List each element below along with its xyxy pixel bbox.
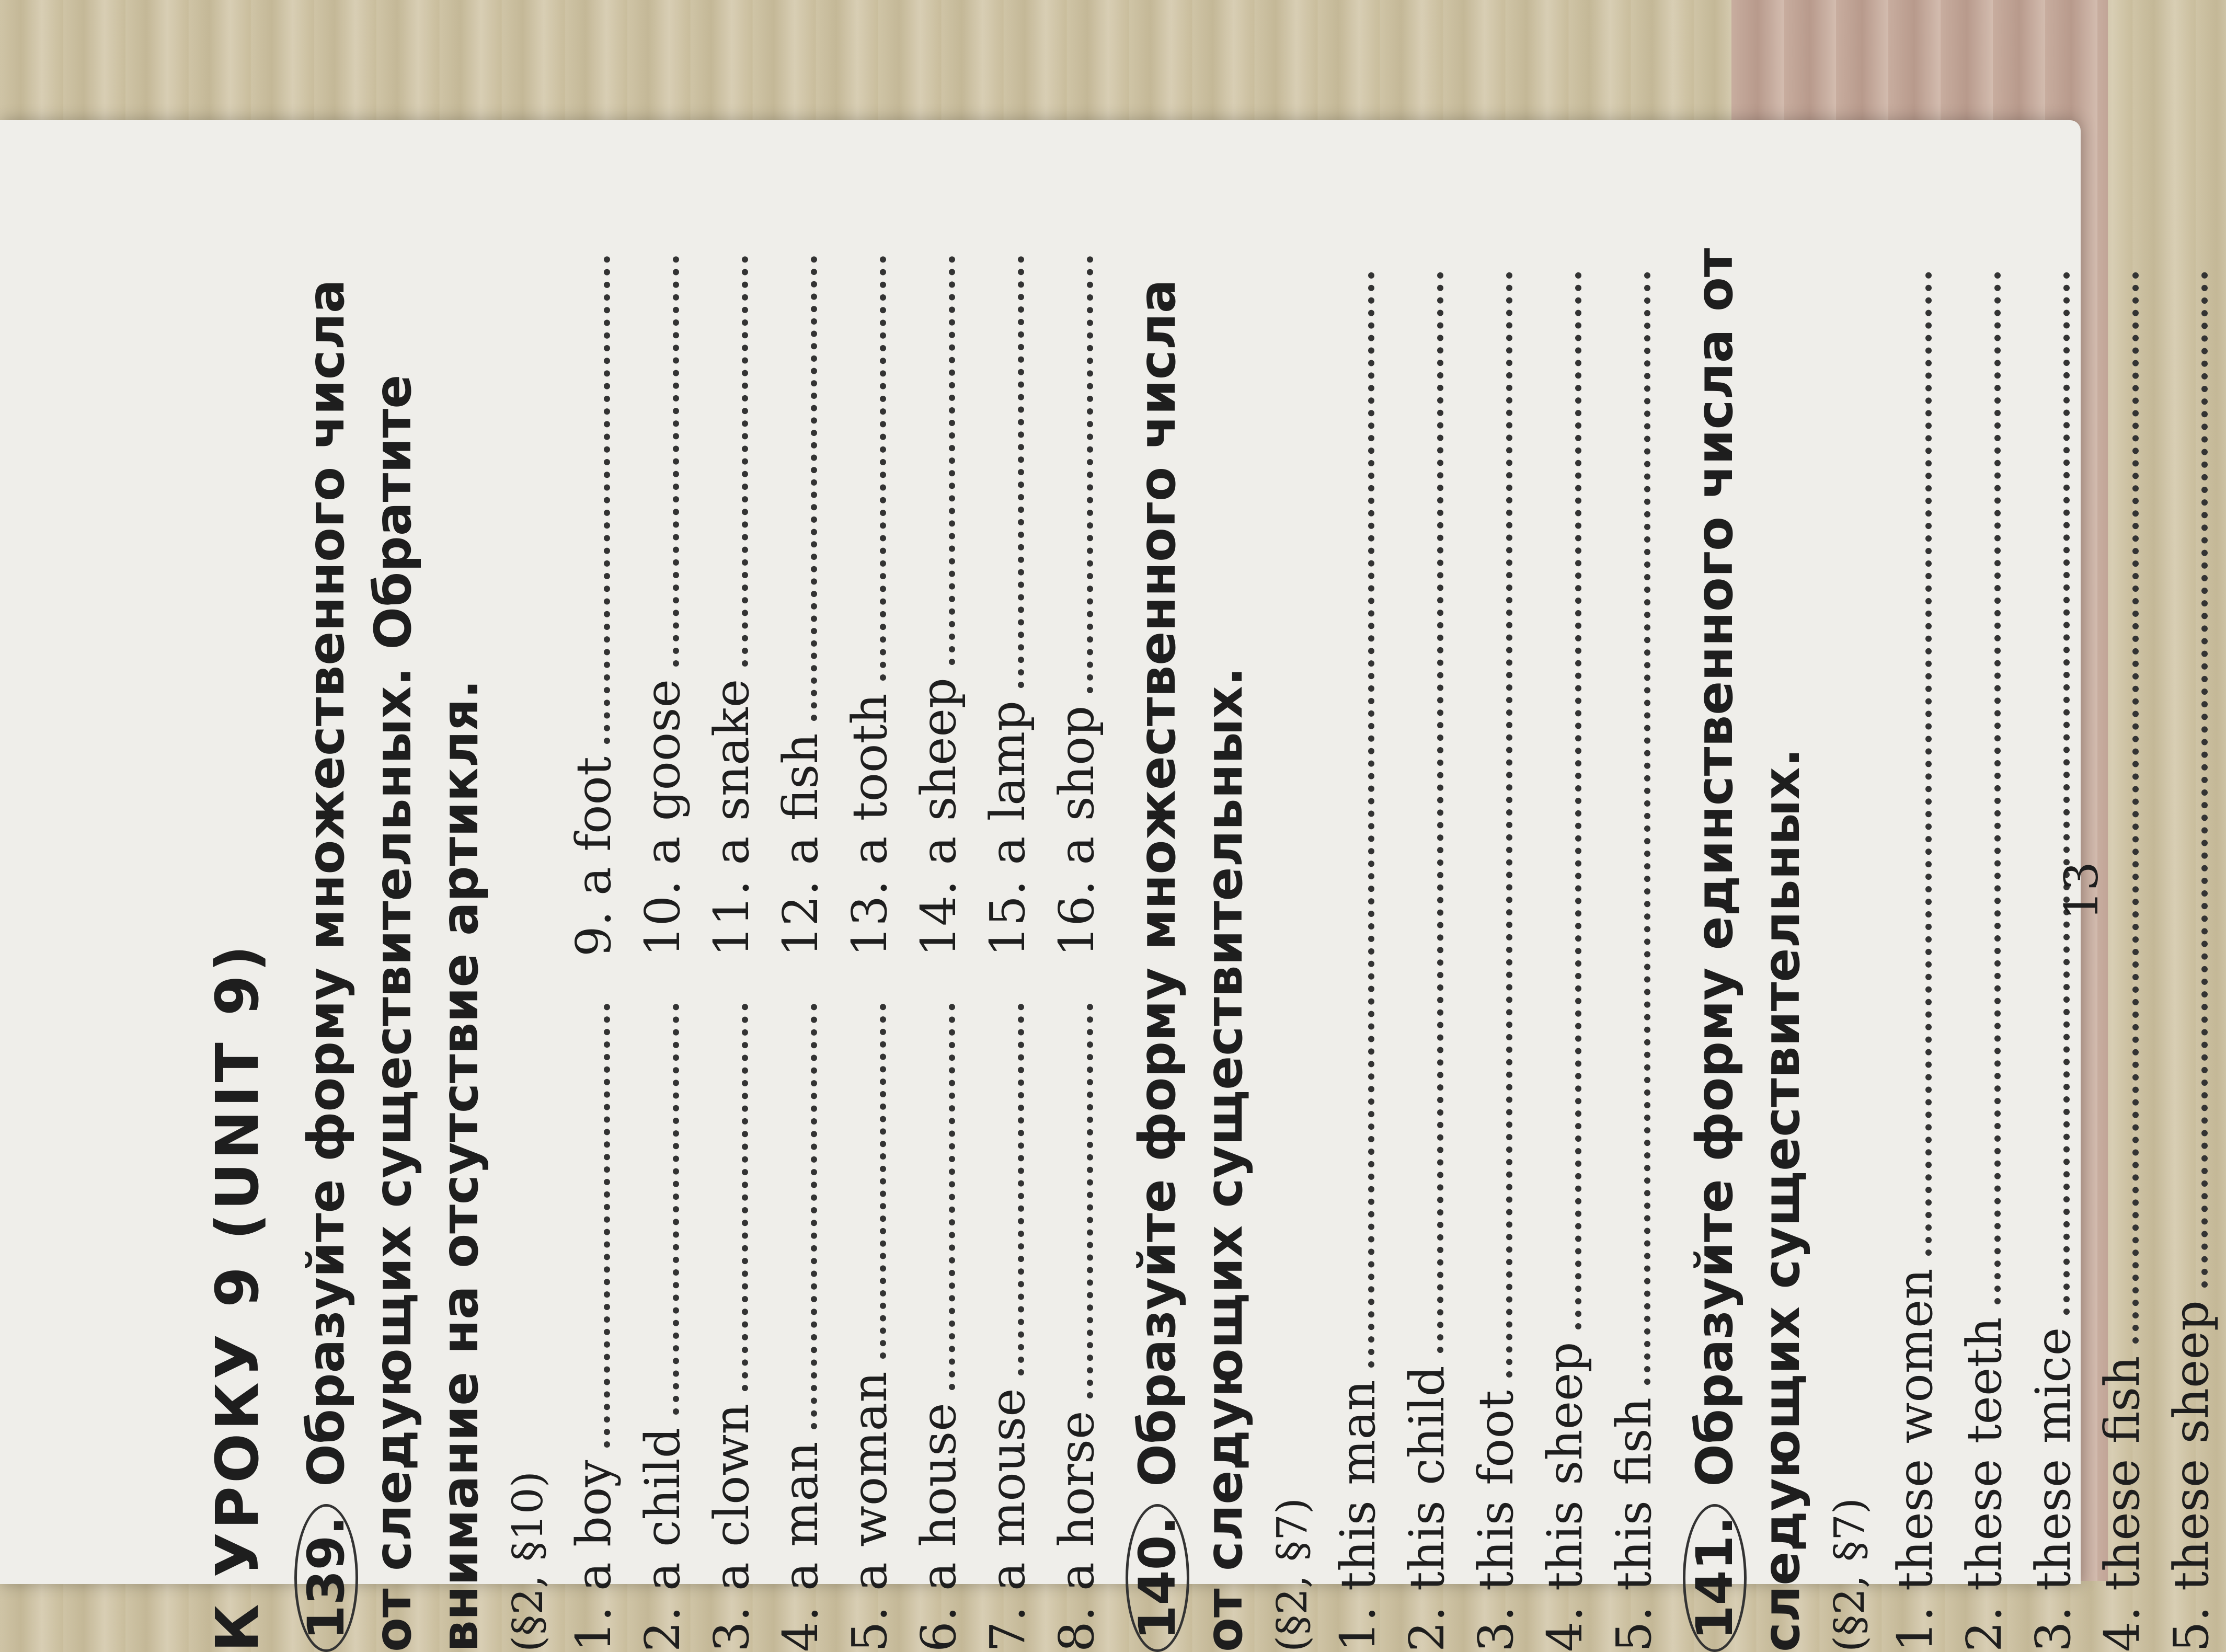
answer-blank[interactable] bbox=[1018, 1004, 1024, 1375]
list-item bbox=[904, 999, 973, 1652]
item-text: 4. a man bbox=[773, 1441, 829, 1652]
list-item bbox=[697, 999, 766, 1652]
left-column bbox=[559, 999, 1111, 1652]
exercise-number: 140. bbox=[1126, 1504, 1189, 1652]
grammar-refs: (§2, §7) bbox=[1825, 1497, 1874, 1652]
list-item bbox=[904, 251, 973, 957]
grammar-refs: (§2, §7) bbox=[1268, 1497, 1316, 1652]
item-text: 14. a sheep bbox=[911, 678, 967, 957]
answer-blank[interactable] bbox=[811, 256, 817, 721]
exercise-139-instruction bbox=[293, 240, 494, 1652]
item-text: 1. these women bbox=[1887, 1268, 1943, 1652]
answer-blank[interactable] bbox=[673, 1004, 679, 1415]
book-page bbox=[0, 120, 2219, 1652]
list-item bbox=[973, 251, 1042, 957]
exercise-139 bbox=[293, 240, 1111, 1652]
list-item bbox=[628, 999, 697, 1652]
list-item bbox=[628, 251, 697, 957]
answer-blank[interactable] bbox=[1506, 272, 1512, 1378]
list-item bbox=[1531, 267, 1600, 1652]
list-item bbox=[1462, 267, 1531, 1652]
instruction-text: Образуйте форму множественного числа от следующих существительных. bbox=[297, 279, 422, 1652]
answer-blank[interactable] bbox=[880, 1004, 886, 1359]
item-text: 2. this child bbox=[1399, 1366, 1455, 1652]
item-text: 13. a tooth bbox=[842, 693, 898, 957]
item-text: 5. this fish bbox=[1606, 1397, 1662, 1652]
exercise-140 bbox=[1124, 240, 1669, 1652]
answer-blank[interactable] bbox=[1018, 256, 1024, 688]
list-item bbox=[2088, 267, 2157, 1652]
list-item bbox=[697, 251, 766, 957]
list-item bbox=[766, 251, 835, 957]
answer-blank[interactable] bbox=[1925, 272, 1932, 1256]
list-item bbox=[1881, 267, 1950, 1652]
exercise-141-items bbox=[1881, 267, 2226, 1652]
grammar-refs: (§2, §10) bbox=[503, 1471, 552, 1652]
exercise-140-items bbox=[1324, 267, 1669, 1652]
section-heading: К УРОКУ 9 (UNIT 9) bbox=[204, 942, 272, 1652]
item-text: 10. a goose bbox=[635, 679, 691, 957]
list-item bbox=[835, 251, 904, 957]
item-text: 16. a shop bbox=[1049, 705, 1105, 957]
item-text: 6. a house bbox=[911, 1403, 967, 1652]
answer-blank[interactable] bbox=[1994, 272, 2001, 1304]
answer-blank[interactable] bbox=[2063, 272, 2070, 1315]
right-column bbox=[559, 251, 1111, 957]
exercise-139-items bbox=[559, 240, 1111, 1652]
exercise-number: 139. bbox=[294, 1504, 358, 1652]
answer-blank[interactable] bbox=[742, 256, 748, 667]
answer-blank[interactable] bbox=[880, 256, 886, 681]
list-item bbox=[559, 999, 628, 1652]
list-item bbox=[1042, 999, 1111, 1652]
answer-blank[interactable] bbox=[742, 1004, 748, 1391]
instruction-text: Образуйте форму единственного числа от следующих существительных. bbox=[1685, 248, 1811, 1652]
item-text: 2. a child bbox=[635, 1427, 691, 1652]
list-item bbox=[1600, 267, 1669, 1652]
item-text: 2. these teeth bbox=[1956, 1317, 2012, 1652]
list-item bbox=[835, 999, 904, 1652]
answer-blank[interactable] bbox=[1575, 272, 1581, 1329]
list-item bbox=[559, 251, 628, 957]
page-number: 13 bbox=[2055, 862, 2108, 920]
item-text: 4. this sheep bbox=[1537, 1341, 1593, 1652]
answer-blank[interactable] bbox=[604, 1004, 610, 1448]
item-text: 9. a foot bbox=[566, 756, 622, 957]
item-text: 1. a boy bbox=[566, 1460, 622, 1652]
answer-blank[interactable] bbox=[673, 256, 679, 667]
list-item bbox=[1042, 251, 1111, 957]
item-text: 3. a clown bbox=[704, 1403, 760, 1652]
item-text: 1. this man bbox=[1330, 1380, 1386, 1652]
exercise-141-instruction bbox=[1681, 240, 1815, 1652]
answer-blank[interactable] bbox=[1087, 256, 1093, 693]
list-item bbox=[1324, 267, 1393, 1652]
list-item bbox=[1393, 267, 1462, 1652]
exercise-141 bbox=[1681, 240, 2226, 1652]
instruction-note: Обратите внимание на отсутствие артикля. bbox=[364, 374, 489, 1652]
list-item bbox=[766, 999, 835, 1652]
item-text: 3. this foot bbox=[1468, 1390, 1524, 1652]
answer-blank[interactable] bbox=[811, 1004, 817, 1429]
answer-blank[interactable] bbox=[604, 256, 610, 744]
page-content bbox=[204, 240, 2219, 1652]
exercise-number: 141. bbox=[1683, 1504, 1747, 1652]
list-item bbox=[1950, 267, 2019, 1652]
answer-blank[interactable] bbox=[1087, 1004, 1093, 1398]
answer-blank[interactable] bbox=[2132, 272, 2139, 1344]
item-text: 4. these fish bbox=[2094, 1356, 2150, 1652]
item-text: 5. these sheep bbox=[2163, 1300, 2219, 1652]
answer-blank[interactable] bbox=[949, 1004, 955, 1390]
instruction-text: Образуйте форму множественного числа от следующих существительных. bbox=[1128, 279, 1254, 1652]
item-text: 11. a snake bbox=[704, 679, 760, 957]
item-text: 3. these mice bbox=[2025, 1327, 2081, 1652]
answer-blank[interactable] bbox=[1368, 272, 1374, 1368]
answer-blank[interactable] bbox=[1437, 272, 1443, 1353]
exercise-140-instruction bbox=[1124, 240, 1258, 1652]
item-text: 12. a fish bbox=[773, 733, 829, 957]
item-text: 7. a mouse bbox=[980, 1388, 1036, 1652]
list-item bbox=[973, 999, 1042, 1652]
answer-blank[interactable] bbox=[2201, 272, 2208, 1288]
item-text: 5. a woman bbox=[842, 1371, 898, 1652]
item-text: 15. a lamp bbox=[980, 700, 1036, 957]
answer-blank[interactable] bbox=[1644, 272, 1650, 1385]
list-item bbox=[2157, 267, 2226, 1652]
list-item bbox=[2019, 267, 2088, 1652]
item-text: 8. a horse bbox=[1049, 1410, 1105, 1652]
answer-blank[interactable] bbox=[949, 256, 955, 665]
